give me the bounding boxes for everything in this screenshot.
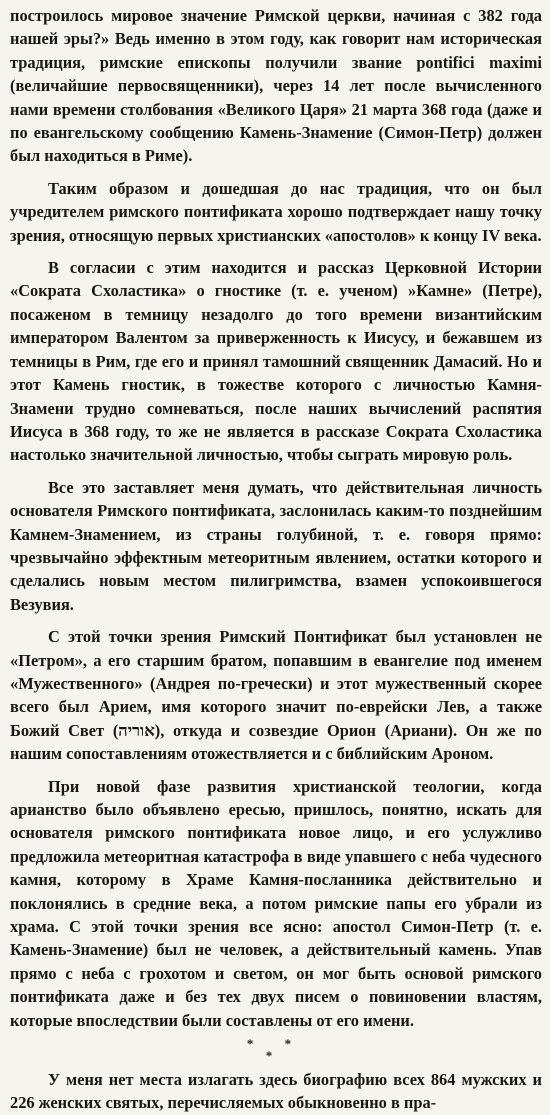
paragraph-pontificate-text-a: С этой точки зрения Римский Понтификат был установлен не «Петром», а его старшим братом, попавшим в евангелие под именем «Мужественного» (Андрея по-гречески) и этот мужественный скорее всего был Арием, имя которого значит по-еврейски Лев, а также Божий Свет (	[10, 627, 542, 740]
section-divider	[10, 1038, 542, 1062]
hebrew-word: אוריה	[118, 720, 155, 740]
paragraph-socrates-scholasticus: В согласии с этим находится и рассказ Церковной Истории «Сократа Схоластика» о гностике (т. е. ученом) »Камне» (Петре), посаженом в темницу незадолго до того времени византийским императором Валентом за приверженность к Иисусу, и бежавшем из темницы в Рим, где его и принял тамошний священник Дамасий. Но и этот Камень гностик, в тожестве которого с личностью Камня-Знамени трудно сомневаться, после наших вычислений распятия Иисуса в 368 году, то же не является в рассказе Сократа Схоластика настолько значительной личностью, чтобы сыграть мировую роль.	[10, 258, 542, 465]
divider-stars-top: * *	[246, 1036, 306, 1052]
paragraph-continuation: построилось мировое значение Римской церкви, начиная с 382 года нашей эры?» Ведь именно в этом году, как говорит нам историческая традиция, римские епископы получили звание pontifici maximi (величайшие первосвященники), через 14 лет после вычисленного нами времени столбования «Великого Царя» 21 марта 368 года (даже и по евангельскому сообщению Камень-Знамение (Симон-Петр) должен был находиться в Риме).	[10, 6, 542, 166]
paragraph-pontificate-founder	[10, 625, 542, 765]
divider-star-bottom: *	[265, 1048, 287, 1064]
paragraph-tradition: Таким образом и дошедшая до нас традиция, что он был учредителем римского понтификата хорошо подтверждает нашу точку зрения, относящую первых христианских «апостолов» к концу IV века.	[10, 178, 542, 245]
paragraph-pontificate-text-b: ), откуда и созвездие Орион (Ариани). Он же по нашим сопоставлениям отожествляется и с библийским Ароном.	[10, 720, 542, 764]
paragraph-saints: У меня нет места излагать здесь биографию всех 864 мужских и 226 женских святых, перечисляемых обыкновенно в пра-	[10, 1070, 542, 1113]
paragraph-arianism: При новой фазе развития христианской теологии, когда арианство было объявлено ересью, пришлось, понятно, искать для основателя римского понтификата новое лицо, и его услужливо предложила метеоритная катастрофа в виде упавшего с неба чудесного камня, которому в Храме Камня-посланника действительно и поклонялись в средние века, а потом римские папы его убрали из храма. С этой точки зрения все ясно: апостол Симон-Петр (т. е. Камень-Знамение) был не человек, а действительный камень. Упав прямо с неба с грохотом и светом, он мог быть основой римского понтификата даже и без тех двух писем о повиновении властям, которые впоследствии были составлены от его имени.	[10, 776, 542, 1030]
paragraph-meteorite: Все это заставляет меня думать, что действительная личность основателя Римского понтификата, заслонилась каким-то позднейшим Камнем-Знамением, из страны голубиной, т. е. говоря прямо: чрезвычайно эффектным метеоритным явлением, остатки которого и сделались новым местом пилигримства, взамен успокоившегося Везувия.	[10, 477, 542, 614]
